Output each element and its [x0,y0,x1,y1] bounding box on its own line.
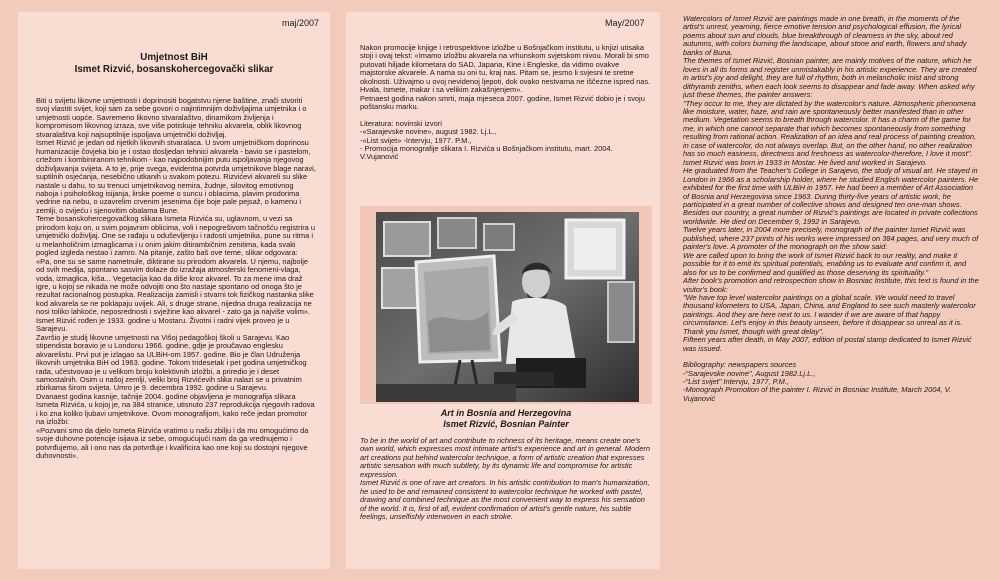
photo-caption-line1: Art in Bosnia and Herzegovina [440,408,572,418]
left-column-text [36,97,316,569]
bibliography-heading: Bibliography: newspapers sources [683,360,797,370]
quote-paragraph: "We have top level watercolor paintings on a global scale. We would need to travel thousand kilometers to USA, Japan, China, and England to see such masterly watercolor paintings. And they are here next to us. I wander if we are aware of that happy circumstance. Let's enjoy in this beauty unseen, before it disappear so unreal as it is. [683,292,976,328]
paragraph: Hvala, Ismete, makar i sa velikim zakašnjenjem». [360,85,523,95]
date-middle: May/2007 [605,18,645,28]
paragraph: Watercolors of Ismet Rizvić are paintings made in one breath, in the moments of the artist's unrest, yearning, fierce emotive tension and psychological effusion, the lyrical poems about sun and clouds, blue breakthrough of clearness in the sky, about red autumns, with colors burning the landscape, about stone and earth, flowers and shady banks of Buna. [683,15,967,57]
paragraph: Fifteen years after death, in May 2007, edition of postal stamp dedicated to Ismet Rizvić was issued. [683,335,972,353]
literature-heading: Literatura: novinski izvori [360,118,442,128]
literature-item: -«List svijet» -Intervju, 1977. P.M., [360,135,472,145]
quote-paragraph: «Pozvani smo da djelo Ismeta Rizvića vratimo u našu zbilju i da mu omogućimo da svoje duhovne potencije isijava iz sebe, omogućujući nam da ga vrednujemo i potvrđujemo, ali i ono nas da potvrđuje i kvalificira kao one koji su dostojni njegove duhovnosti». [36,425,309,461]
paragraph: Biti u svijetu likovne umjetnosti i doprinositi bogatstvu njene baštine, znači stvoriti svoj vlastiti svijet, koji sam za sebe govori o najintimnijim doživljajima umjetnika i o umjetnosti uopće. Savremeno likovno stvaralaštvo, dinamikom življenja i kompromisom likovnog izraza, sve više potiskuje tehniku akvarela, oblik likovnog stvaralaštva koji najsuptilnije ispoljava umjetnički doživljaj. [36,97,307,139]
middle-top-text [360,44,652,204]
paragraph: Petnaest godina nakon smrti, maja mjeseca 2007. godine, Ismet Rizvić dobio je i svoju poštansku marku. [360,93,645,112]
middle-bottom-text [360,437,652,571]
article-title: Umjetnost BiH [140,52,208,63]
paragraph: Ismet Rizvić rođen je 1933. godine u Mostaru. Životni i radni vijek proveo je u Sarajevu. [36,315,290,334]
quote-paragraph: "They occur to me, they are dictated by the watercolor's nature. Atmospheric phenomena like moisture, water, haze, and rain are spontaneously better manifested than in other medium. Vegetation seems to breath through watercolor. It has a charm of the game for me, in which one cannot separate that which becomes spontaneously from something resulting from rational action. Realization of an idea and real process of painting creation, in case of watercolor, do not always overlap. But, on the other hand, no other realization has so much easiness, directness and freshness as watercolor-therefore, I love it most". [683,98,977,159]
paragraph: To be in the world of art and contribute to richness of its heritage, means create one's own world, which expresses most intimate artist's experience and art in general. Modern art creations put behind watercolor technique, a form of artistic creation that expresses artistic sensation with much subtlety, by its dynamic life and compromise for artistic expression. [360,437,650,479]
paragraph: Dvanaest godina kasnije, tačnije 2004. godine objavljena je monografija slikara Ismeta Rizvića, u kojoj je, na 384 stranice, utisnuto 237 reprodukcija njegovih radova i ko zna koliko ljubavi umjetnikove. Ovom monografijom, kako reče jedan promotor na izložbi: [36,391,315,427]
right-column-text [683,15,979,571]
paragraph: Nakon promocije knjige i retrospektivne izložbe u Bošnjačkom institutu, u knjizi utisaka stoji i ovaj tekst: «Imamo izložbu akvarela na vrhunskom svjetskom nivou. Morali bi smo putovati hiljade kilometara do SAD, Japana, Kine i Engleske, da vidimo ovakve majstorske akvarele. A nama su oni tu, kraj nas. Pitam se, jesmo li svjesni te sretne okolnosti. Uživajmo u ovoj nevidenoj ljepoti, dok ovako nestvarna ne iščezne ispred nas. [360,44,651,86]
paragraph: The themes of Ismet Rizvić, Bosnian painter, are mainly motives of the nature, which he loves in all its forms and register unmistakably in his artistic experience. They are created in artist's joy and delight, they are full of rhythm, both in melancholic mist and strong dithyramb zeniths, when each look seems to disappear and fade away. When asked why just these themes, the painter answers: [683,56,977,100]
bibliography-item: -Monograph Promotion of the painter I. Rizvić in Bosniac Institute, March 2004, V. Vujanović [683,385,952,403]
paragraph: Thank you Ismet, though with great delay". [683,326,824,336]
paragraph: Ismet Rizvić is one of rare art creators. In his artistic contribution to man's humanization, he used to be and remained consistent to watercolor technique he worked with pastel, drawing and combined technique as the most convenient way to express his sensation of the world. It is, first of all, evident confirmation of artist's gentle nature, his subtle feelings, unselfishly interwoven in each stroke. [360,478,650,522]
paragraph: Ismet Rizvić je jedan od rijetkih likovnih stvaralaca. U svom umjetničkom doprinosu humanizacije čovjeka bio je i ostao dosljedan tehnici akvarela - bavio se i pastelom, crtežom i kombiniranom tehnikom - kao najpodobnijim putu ispoljavanja njegovog doživljavanja svijeta. A to je, prije svega, evidentna potvrda umjetnikove blage naravi, suptilnih osjećanja, nesebično utkanih u svakom potezu. Rizvićevi akvareli su slike nastale u dahu, to su trenuci umjetnikovog nemira, žudnje, silovitog emotivnog naboja i psihološkog isijanja, lirske poeme o suncu i oblacima, plavim prodorima vedrine na nebu, o uzavrelim crvenim jesenima čije boje pale pejsaž, o kamenu i zemlji, o cvijeću i sjenovitim obalama Bune. [36,138,316,215]
paragraph: Twelve years later, in 2004 more precisely, monograph of the painter Ismet Rizvić was published, where 237 prints of his works were impressed on 384 pages, and very much of painter's love. A promoter of the monograph on the show said: [683,225,979,252]
literature-item: - Promocija monografije slikara I. Rizvića u Bošnjačkom institutu, mart. 2004. V.Vujanović [360,143,613,162]
paragraph: He graduated from the Teacher's College in Sarajevo, the study of visual art. He stayed in London in 1966 as a scholarship holder, where he studied English watercolor painters. He exhibited for the first time with ULBiH in 1957. He had been a member of Art Association of Bosnia and Herzegovina since 1963. During thirty-five years of artistic work, he participated in a great number of collective shows and designed ten one-man shows. Besides our country, a great number of Rizvić's paintings are located in private collections worldwide. He died on December 9, 1992 in Sarajevo. [683,166,979,226]
bibliography-item: -"List svijet" Intervju, 1977, P.M., [683,377,790,387]
bibliography-item: -"Sarajevske novine", August 1982.Lj.L., [683,368,816,378]
paragraph: Ismet Rizvić was born in 1933 in Mostar. He lived and worked in Sarajevo. [683,157,928,167]
literature-item: -«Sarajevske novine», august 1982. Lj.L., [360,127,497,137]
painter-photo [376,212,639,402]
date-left: maj/2007 [282,18,320,28]
photo-caption-line2: Ismet Rizvić, Bosnian Painter [443,419,569,429]
paragraph: Teme bosanskohercegovačkog slikara Ismeta Rizvića su, uglavnom, u vezi sa prirodom koju on, u svim pojavnim oblicima, voli i nepogrešivom tačnošću registrira u umjetnički doživljaj. One se rađaju u oduševljenju i radosti umjetnika, pune su ritma i u melanholičnim izmaglicama i u onim jakim ditirambičnim zenitima, kada svaki pogled izgleda nestao i zamro. Na pitanje, zašto baš ove teme, slikar odgovara: [36,214,316,258]
quote-paragraph: We are called upon to bring the work of Ismet Rizvić back to our reality, and make it possible for it to emit its spiritual potentials, enabling us to evaluate and confirm it, and also for us to be confirmed and qualified as those deserving its spirituality." [683,250,967,277]
article-subtitle: Ismet Rizvić, bosanskohercegovački slikar [74,64,274,75]
paragraph: After book's promotion and retrospection show in Bosniac Institute, this text is found in the visitor's book: [683,276,979,294]
quote-paragraph: «Pa, one su se same nametnule, diktirane su prirodom akvarela. U njemu, najbolje od svih medija, spontano sasvim dolaze do izražaja atmosferski fenomeni-vlaga, voda, izmaglica, kiša... Vegetacija kao da diše kroz akvarel. To za mene ima draž igre, u kojoj se nikada ne može odvojiti ono što nastaje spontano od onoga što je rezultat racionalnog postupka. Realizacija zamisli i stvarni tok fizičkog nastanka slike kod akvarela se ne poklapaju uvijek. Ali, s druge strane, nijedna druga realizacija ne nosi toliko lahkoće, neposrednosti i svježine kao akvarel - zato ga ja najviše volim». [36,256,314,317]
paragraph: Završio je studij likovne umjetnosti na Višoj pedagoškoj školi u Sarajevu. Kao stipendista boravio je u Londonu 1966. godine, gdje je proučavao englesku akvarelistu. Prvi put je izlagao sa ULBiH-om 1957. godine. Bio je član Udruženja likovnih umjetnika BiH od 1963. godine. Tokom tridesetak i pet godina umjetničkog rada, učestvovao je u velikom broju kolektivnih izložbi, a priredio je i deset samostalnih. Osim u našoj zemlji, veliki broj Rizvićevih slika nalazi se u privatnim zbirkama širom svijeta. Umro je 9. decembra 1992. godine u Sarajevu. [36,332,307,393]
